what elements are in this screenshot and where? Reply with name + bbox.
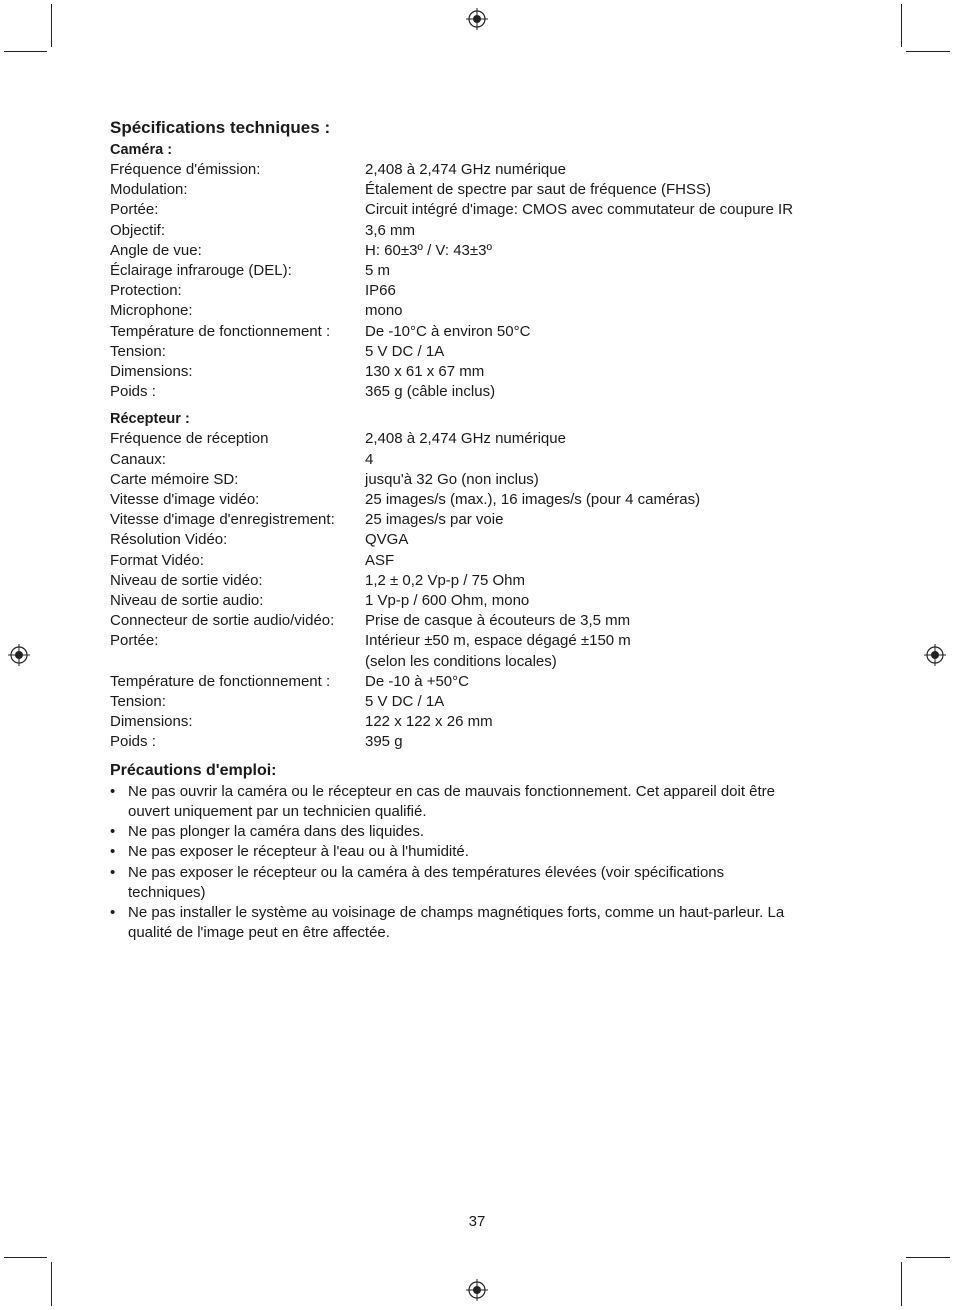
registration-mark-icon — [466, 8, 488, 30]
spec-label: Résolution Vidéo: — [110, 531, 228, 549]
spec-value: 130 x 61 x 67 mm — [365, 363, 485, 381]
spec-label: Tension: — [110, 342, 166, 360]
spec-label: Vitesse d'image vidéo: — [110, 491, 260, 509]
spec-value: 1 Vp-p / 600 Ohm, mono — [365, 592, 530, 610]
spec-label: Connecteur de sortie audio/vidéo: — [110, 612, 335, 630]
list-item-line: Ne pas ouvrir la caméra ou le récepteur en cas de mauvais fonctionnement. Cet appareil doit être — [128, 782, 776, 800]
spec-row — [110, 551, 845, 571]
spec-value: ASF — [365, 551, 395, 569]
crop-mark — [906, 1257, 950, 1258]
spec-value: 3,6 mm — [365, 221, 416, 239]
precautions-list — [110, 782, 845, 944]
spec-value: H: 60±3º / V: 43±3º — [365, 241, 492, 259]
spec-value: QVGA — [365, 531, 409, 549]
spec-value: 365 g (câble inclus) — [365, 383, 496, 401]
registration-mark-icon — [8, 644, 30, 666]
spec-row — [110, 342, 845, 362]
camera-spec-table — [110, 160, 845, 402]
spec-label: Fréquence de réception — [110, 430, 269, 448]
spec-value: Étalement de spectre par saut de fréquence (FHSS) — [365, 181, 712, 199]
spec-label — [110, 652, 365, 672]
list-item-line: Ne pas exposer le récepteur ou la caméra à des températures élevées (voir spécifications — [128, 863, 725, 881]
list-item — [110, 863, 845, 903]
camera-heading: Caméra : — [110, 142, 173, 158]
spec-row — [110, 611, 845, 631]
spec-label: Niveau de sortie audio: — [110, 592, 264, 610]
spec-row — [110, 221, 845, 241]
spec-label: Tension: — [110, 693, 166, 711]
spec-row — [110, 490, 845, 510]
crop-mark — [51, 1262, 52, 1306]
spec-row — [110, 470, 845, 490]
bullet-icon: • — [110, 843, 116, 861]
spec-label: Protection: — [110, 282, 182, 300]
spec-value: (selon les conditions locales) — [365, 652, 557, 670]
registration-mark-icon — [466, 1279, 488, 1301]
spec-label: Microphone: — [110, 302, 193, 320]
list-item-line: ouvert uniquement par un technicien qualifié. — [128, 802, 427, 820]
bullet-icon: • — [110, 903, 116, 921]
list-item — [110, 842, 845, 862]
spec-value: Prise de casque à écouteurs de 3,5 mm — [365, 612, 631, 630]
spec-row — [110, 652, 845, 672]
spec-row — [110, 281, 845, 301]
spec-value: 25 images/s par voie — [365, 511, 504, 529]
spec-row — [110, 241, 845, 261]
spec-label: Canaux: — [110, 450, 166, 468]
spec-value: 5 V DC / 1A — [365, 342, 445, 360]
spec-label: Format Vidéo: — [110, 551, 204, 569]
spec-value: Circuit intégré d'image: CMOS avec commutateur de coupure IR — [365, 201, 794, 219]
spec-value: De -10°C à environ 50°C — [365, 322, 531, 340]
spec-row — [110, 692, 845, 712]
crop-mark — [906, 51, 950, 52]
page-content — [110, 116, 845, 943]
spec-row — [110, 301, 845, 321]
spec-row — [110, 631, 845, 651]
spec-label: Portée: — [110, 632, 159, 650]
list-item — [110, 903, 845, 943]
crop-mark — [901, 4, 902, 47]
spec-row — [110, 382, 845, 402]
spec-row — [110, 591, 845, 611]
list-item — [110, 782, 845, 822]
spec-label: Objectif: — [110, 221, 166, 239]
spec-value: 122 x 122 x 26 mm — [365, 713, 493, 731]
list-item — [110, 822, 845, 842]
bullet-icon: • — [110, 863, 116, 881]
spec-label: Niveau de sortie vidéo: — [110, 571, 263, 589]
list-item-line: Ne pas plonger la caméra dans des liquides. — [128, 823, 425, 841]
spec-row — [110, 322, 845, 342]
spec-row — [110, 530, 845, 550]
crop-mark — [4, 51, 47, 52]
spec-row — [110, 261, 845, 281]
spec-label: Vitesse d'image d'enregistrement: — [110, 511, 335, 529]
bullet-icon: • — [110, 782, 116, 800]
precautions-heading: Précautions d'emploi: — [110, 761, 277, 779]
spec-value: 2,408 à 2,474 GHz numérique — [365, 430, 566, 448]
spec-label: Modulation: — [110, 181, 188, 199]
spec-row — [110, 732, 845, 752]
registration-mark-icon — [924, 644, 946, 666]
list-item-line: qualité de l'image peut en être affectée. — [128, 924, 390, 942]
spec-value: jusqu'à 32 Go (non inclus) — [365, 470, 539, 488]
spec-label: Fréquence d'émission: — [110, 161, 261, 178]
spec-label: Éclairage infrarouge (DEL): — [110, 262, 292, 280]
spec-row — [110, 362, 845, 382]
spec-value: 25 images/s (max.), 16 images/s (pour 4 caméras) — [365, 491, 701, 509]
spec-row — [110, 429, 845, 449]
list-item-line: techniques) — [128, 883, 206, 901]
spec-label: Poids : — [110, 383, 156, 401]
spec-row — [110, 712, 845, 732]
spec-value: De -10 à +50°C — [365, 672, 469, 690]
spec-label: Portée: — [110, 201, 159, 219]
spec-value: 1,2 ± 0,2 Vp-p / 75 Ohm — [365, 571, 525, 589]
crop-mark — [4, 1257, 47, 1258]
bullet-icon: • — [110, 823, 116, 841]
spec-value: 5 m — [365, 262, 391, 280]
spec-label: Température de fonctionnement : — [110, 672, 331, 690]
spec-value: IP66 — [365, 282, 396, 300]
spec-label: Dimensions: — [110, 713, 193, 731]
crop-mark — [901, 1262, 902, 1306]
spec-row — [110, 180, 845, 200]
list-item-line: Ne pas installer le système au voisinage de champs magnétiques forts, comme un haut-parleur. La — [128, 903, 785, 921]
spec-label: Angle de vue: — [110, 241, 202, 259]
spec-label: Température de fonctionnement : — [110, 322, 331, 340]
page-number: 37 — [468, 1213, 486, 1230]
receiver-heading: Récepteur : — [110, 411, 190, 428]
spec-value: mono — [365, 302, 403, 320]
spec-row — [110, 571, 845, 591]
spec-label: Carte mémoire SD: — [110, 470, 239, 488]
crop-mark — [51, 4, 52, 47]
spec-row — [110, 450, 845, 470]
page-title: Spécifications techniques : — [110, 118, 331, 137]
spec-value: 4 — [365, 450, 374, 468]
spec-value: 5 V DC / 1A — [365, 693, 445, 711]
spec-value: 395 g — [365, 733, 403, 751]
spec-row — [110, 510, 845, 530]
spec-row — [110, 672, 845, 692]
receiver-spec-table — [110, 429, 845, 752]
list-item-line: Ne pas exposer le récepteur à l'eau ou à l'humidité. — [128, 843, 469, 861]
spec-row — [110, 200, 845, 220]
spec-value: Intérieur ±50 m, espace dégagé ±150 m — [365, 632, 631, 650]
spec-row — [110, 160, 845, 180]
spec-label: Dimensions: — [110, 363, 193, 381]
spec-value: 2,408 à 2,474 GHz numérique — [365, 161, 566, 178]
spec-label: Poids : — [110, 733, 156, 751]
